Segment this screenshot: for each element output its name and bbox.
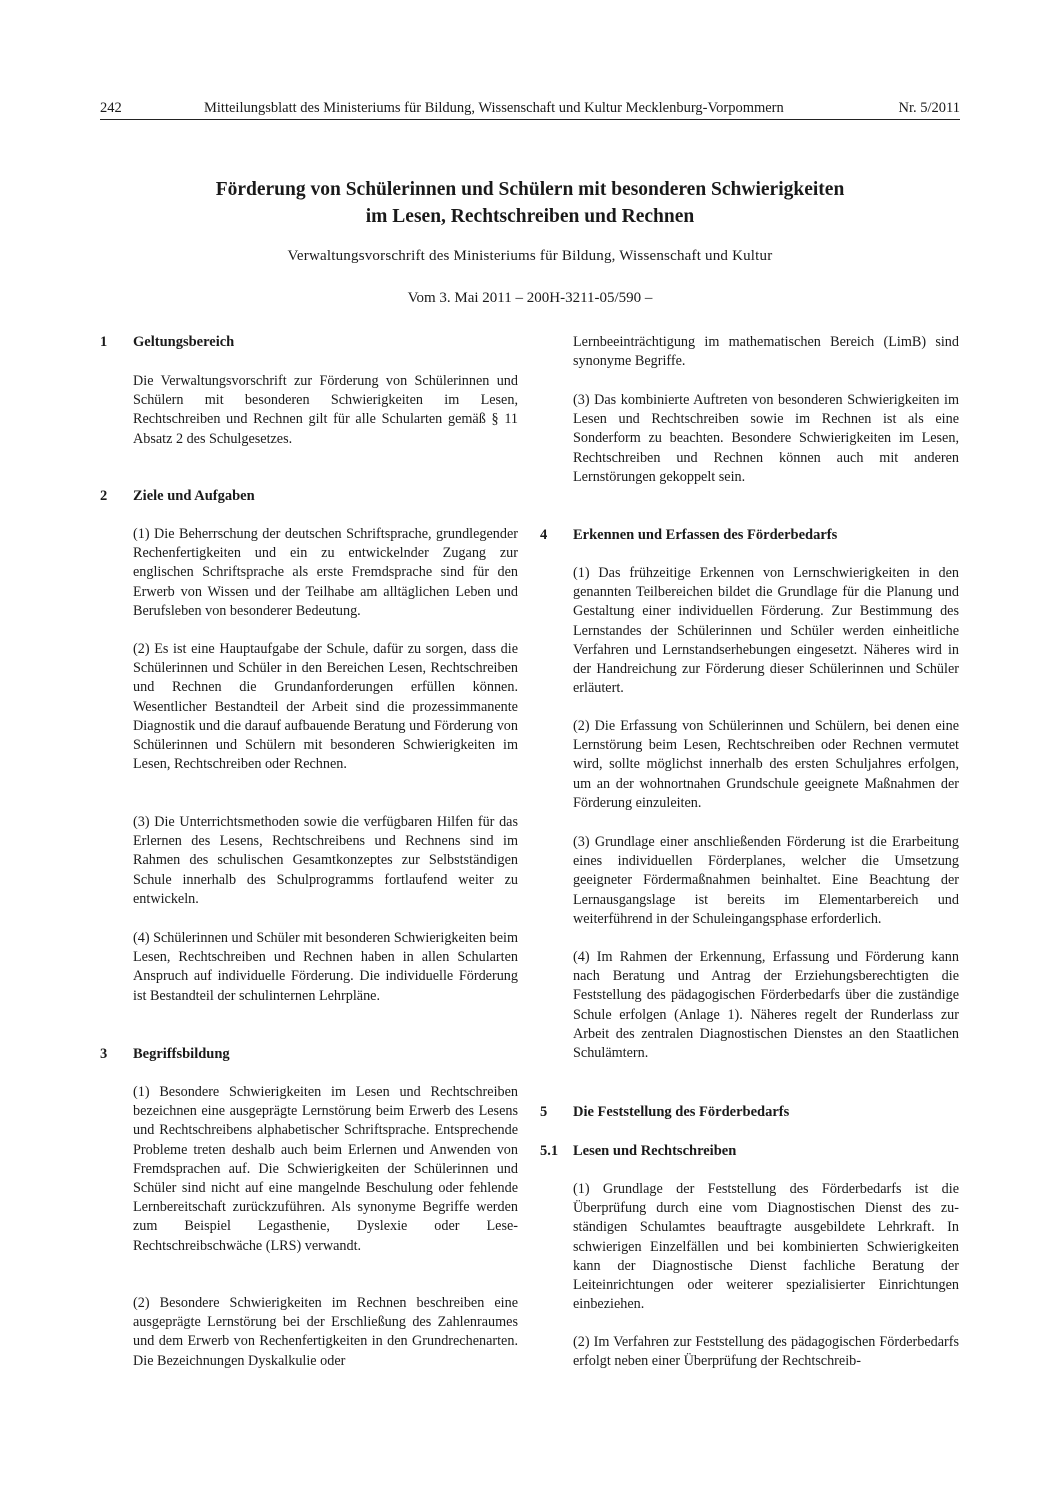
subsection-title: Lesen und Rechtschreiben [573, 1143, 737, 1159]
section-title: Begriffsbildung [133, 1046, 230, 1062]
subsection-number: 5.1 [540, 1143, 559, 1159]
section-1-paragraph: Die Verwaltungsvorschrift zur Förderung von Schülerinnen und Schülern mit besonderen Schwierigkeiten im Lesen, Rechtschreiben und Rechnen gilt für alle Schularten gemäß § 11 Absatz 2 des Schulgesetzes. [133, 373, 518, 447]
document-dateline: Vom 3. Mai 2011 – 200H-3211-05/590 – [407, 290, 653, 306]
section-number: 4 [540, 527, 548, 543]
section-4-paragraph-3: (3) Grundlage einer anschließenden Förderung ist die Erarbeitung eines individuellen Förderplanes, welcher die Umsetzung geeigneter Fördermaßnahmen beinhaltet. Eine Beachtung der Lernausgangslage ist bereits im Elementarbereich und weiterführend in der Schuleingangsphase erforderlich. [573, 834, 959, 927]
title-line-1: Förderung von Schülerinnen und Schülern mit besonderen Schwierigkeiten [215, 179, 845, 200]
section-2-paragraph-3: (3) Die Unterrichtsmethoden sowie die verfügbaren Hilfen für das Erlernen des Lesens, Rechtschreibens und Rechnens sind im Rahmen des schulischen Gesamtkonzeptes zur Selbstständigen Schule innerhalb des Schulprogramms fortlaufend weiter zu entwickeln. [133, 814, 518, 907]
section-3-paragraph-2-continued: Lernbeeinträchtigung im mathematischen Bereich (LimB) sind synonyme Begriffe. [573, 334, 959, 370]
section-number: 1 [100, 334, 108, 350]
section-4-paragraph-2: (2) Die Erfassung von Schülerinnen und Schülern, bei denen eine Lernstörung beim Lesen, Rechtschreiben oder Rechnen vermutet wird, sollte möglichst innerhalb des ersten Schuljahres erfolgen, um an der wohnortnahen Grundschule geeignete Maßnahmen der Förderung einzuleiten. [573, 718, 959, 811]
section-title: Die Feststellung des Förderbedarfs [573, 1104, 790, 1120]
section-number: 5 [540, 1104, 548, 1120]
section-3-paragraph-3: (3) Das kombinierte Auftreten von besonderen Schwierigkeiten im Lesen und Rechtschreiben sowie im Rechnen ist als eine Sonderform zu beachten. Besondere Schwierigkeiten im Lesen, Rechtschreiben und Rechnen können auch mit anderen Lernstörungen gekoppelt sein. [573, 392, 959, 485]
section-number: 2 [100, 488, 108, 504]
issue-number: Nr. 5/2011 [898, 100, 960, 116]
section-3-paragraph-2: (2) Besondere Schwierigkeiten im Rechnen beschreiben eine ausgeprägte Lernstörung bei der Erschließung des Zahlenraumes und dem Erwerb von Rechenfertigkeiten in den Grundrechenarten. Die Bezeichnungen Dyskalkulie oder [133, 1295, 518, 1369]
section-number: 3 [100, 1046, 108, 1062]
document-subtitle: Verwaltungsvorschrift des Ministeriums für Bildung, Wissenschaft und Kultur [287, 248, 773, 264]
section-2-paragraph-1: (1) Die Beherrschung der deutschen Schriftsprache, grundlegender Rechenfertigkeiten und ein zu entwickelnder Zugang zur englischen Schriftsprache als erste Fremdsprache sind für den Erwerb von Wissen und der Teilhabe am alltäglichen Leben und Berufsleben von besonderer Bedeutung. [133, 526, 518, 619]
section-2-paragraph-2: (2) Es ist eine Hauptaufgabe der Schule, dafür zu sorgen, dass die Schülerinnen und Schüler in den Bereichen Lesen, Rechtschreiben und Rechnen die Grundanforderungen erfüllen können. Wesentlicher Bestandteil der Arbeit sind die prozessimmanente Diagnostik und die darauf aufbauende Beratung und Förderung von Schülerinnen und Schülern mit besonderen Schwierigkeiten im Lesen, Rechtschreiben oder Rechnen. [133, 641, 518, 773]
subsection-5-1-paragraph-2: (2) Im Verfahren zur Feststellung des pädagogischen Förderbedarfs erfolgt neben einer Überprüfung der Rechtschreib- [573, 1334, 959, 1370]
page-number: 242 [100, 100, 122, 116]
journal-title: Mitteilungsblatt des Ministeriums für Bildung, Wissenschaft und Kultur Mecklenburg-Vorpommern [204, 100, 784, 116]
section-title: Geltungsbereich [133, 334, 235, 350]
section-4-paragraph-1: (1) Das frühzeitige Erkennen von Lernschwierigkeiten in den genannten Teilbereichen bildet die Grundlage für die Planung und Gestaltung einer individuellen Förderung. Zur Bestimmung des Lernstandes der Schülerinnen und Schüler werden einheitliche Verfahren und Lernstandserhebungen eingesetzt. Näheres wird in der Handreichung zur Förderung dieser Schülerinnen und Schüler erläutert. [573, 565, 959, 697]
section-title: Ziele und Aufgaben [133, 488, 255, 504]
subsection-5-1-paragraph-1: (1) Grundlage der Feststellung des Förderbedarfs ist die Überprüfung durch eine vom Diagnostischen Dienst des zuständigen Schulamtes beauftragte ausgebildete Lehrkraft. In schwierigen Einzelfällen und bei kombinierten Schwierigkeiten kann der Diagnostische Dienst fachliche Beratung der Leiteinrichtungen oder weiterer spezialisierter Einrichtungen einbeziehen. [573, 1181, 959, 1313]
section-2-paragraph-4: (4) Schülerinnen und Schüler mit besonderen Schwierigkeiten beim Lesen, Rechtschreiben und Rechnen haben in allen Schularten Anspruch auf individuelle Förderung. Die individuelle Förderung ist Bestandteil der schulinternen Lehrpläne. [133, 930, 518, 1004]
section-3-paragraph-1: (1) Besondere Schwierigkeiten im Lesen und Rechtschreiben bezeichnen eine ausgeprägte Lernstörung beim Erwerb des Lesens und Rechtschreibens alphabetischer Schriftsprache. Entsprechende Probleme treten deshalb auch beim Erlernen und Anwenden von Fremdsprachen auf. Die Schwierigkeiten der Schülerinnen und Schüler sind nicht auf eine mangelnde Beschulung oder fehlende Lernbereitschaft zurückzuführen. Als synonyme Begriffe werden zum Beispiel Legasthenie, Dyslexie oder Lese-Rechtschreibschwäche (LRS) verwandt. [133, 1084, 518, 1254]
title-line-2: im Lesen, Rechtschreiben und Rechnen [365, 206, 695, 227]
document-title [100, 176, 960, 230]
running-head [100, 98, 960, 120]
section-4-paragraph-4: (4) Im Rahmen der Erkennung, Erfassung und Förderung kann nach Beratung und Antrag der Erziehungsberechtigten die Feststellung des pädagogischen Förderbedarfs über die zuständige Schule erfolgen (Anlage 1). Näheres regelt der Runderlass zur Arbeit des zentralen Diagnostischen Dienstes an den Staatlichen Schulämtern. [573, 949, 959, 1062]
section-title: Erkennen und Erfassen des Förderbedarfs [573, 527, 838, 543]
